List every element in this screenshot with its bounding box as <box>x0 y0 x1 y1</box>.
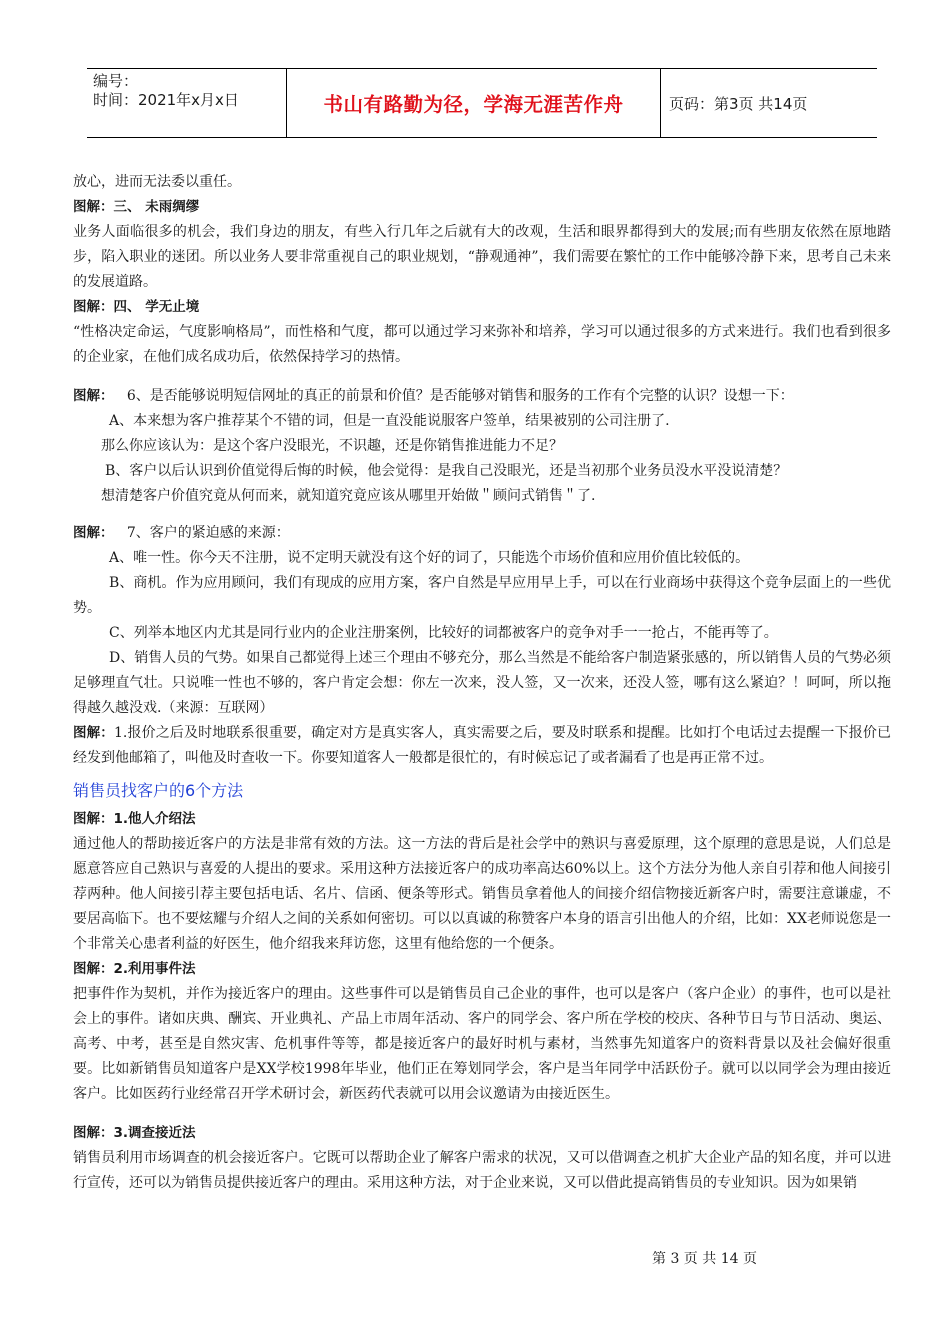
paragraph: 放心，进而无法委以重任。 <box>73 174 241 190</box>
heading-label: 图解：四、 学无止境 <box>73 299 200 315</box>
paragraph-text: 7、客户的紧迫感的来源： <box>113 525 290 541</box>
paragraph <box>73 521 891 546</box>
section-heading <box>73 195 891 220</box>
paragraph-text: 6、是否能够说明短信网址的真正的前景和价值？是否能够对销售和服务的工作有个完整的认识？设想一下： <box>113 388 794 404</box>
spacer <box>73 1107 891 1121</box>
paragraph: 想清楚客户价值究竟从何而来，就知道究竟应该从哪里开始做＂顾问式销售＂了. <box>101 488 596 504</box>
heading-label: 图解： <box>73 725 114 741</box>
paragraph: D、销售人员的气势。如果自己都觉得上述三个理由不够充分，那么当然是不能给客户制造紧张感的，所以销售人员的气势必须足够理直气壮。只说唯一性也不够的，客户肯定会想：你左一次来，没人签，又一次来，还没人签，哪有这么紧迫？！呵呵，所以拖得越久越没戏.（来源：互联网） <box>73 650 891 716</box>
doc-time-label: 时间：2021年x月x日 <box>93 91 239 109</box>
page-header <box>87 68 877 138</box>
paragraph <box>73 721 891 771</box>
section-heading <box>73 1121 891 1146</box>
heading-label: 图解：3.调查接近法 <box>73 1125 196 1141</box>
paragraph: A、唯一性。你今天不注册，说不定明天就没有这个好的词了，只能选个市场价值和应用价值比较低的。 <box>109 550 750 566</box>
section-title: 销售员找客户的6个方法 <box>73 781 244 800</box>
paragraph <box>73 384 891 409</box>
paragraph: 业务人面临很多的机会，我们身边的朋友，有些入行几年之后就有大的改观，生活和眼界都得到大的发展;而有些朋友依然在原地踏步，陷入职业的迷团。所以业务人要非常重视自己的职业规划，“静观通神”，我们需要在繁忙的工作中能够冷静下来，思考自己未来的发展道路。 <box>73 224 891 290</box>
heading-label: 图解：2.利用事件法 <box>73 961 196 977</box>
heading-label: 图解：三、 未雨绸缪 <box>73 199 200 215</box>
section-heading <box>73 295 891 320</box>
paragraph: 把事件作为契机，并作为接近客户的理由。这些事件可以是销售员自己企业的事件，也可以是客户（客户企业）的事件，也可以是社会上的事件。诸如庆典、酬宾、开业典礼、产品上市周年活动、客户的同学会、客户所在学校的校庆、各种节日与节日活动、奥运、高考、中考，甚至是自然灾害、危机事件等等，都是接近客户的最好时机与素材，当然事先知道客户的资料背景以及社会偏好很重要。比如新销售员知道客户是XX学校1998年毕业，他们正在筹划同学会，客户是当年同学中活跃份子。就可以以同学会为理由接近客户。比如医药行业经常召开学术研讨会，新医药代表就可以用会议邀请为由接近医生。 <box>73 986 891 1102</box>
heading-label: 图解： <box>73 525 114 541</box>
paragraph-text: 1.报价之后及时地联系很重要，确定对方是真实客人，真实需要之后，要及时联系和提醒。比如打个电话过去提醒一下报价已经发到他邮箱了，叫他及时查收一下。你要知道客人一般都是很忙的，有时候忘记了或者漏看了也是再正常不过。 <box>73 725 892 766</box>
paragraph: “性格决定命运，气度影响格局”，而性格和气度，都可以通过学习来弥补和培养，学习可以通过很多的方式来进行。我们也看到很多的企业家，在他们成名成功后，依然保持学习的热情。 <box>73 324 891 365</box>
paragraph: 通过他人的帮助接近客户的方法是非常有效的方法。这一方法的背后是社会学中的熟识与喜爱原理，这个原理的意思是说，人们总是愿意答应自己熟识与喜爱的人提出的要求。采用这种方法接近客户的成功率高达60%以上。这个方法分为他人亲自引荐和他人间接引荐两种。他人间接引荐主要包括电话、名片、信函、便条等形式。销售员拿着他人的间接介绍信物接近新客户时，需要注意谦虚，不要居高临下。也不要炫耀与介绍人之间的关系如何密切。可以以真诚的称赞客户本身的语言引出他人的介绍，比如：XX老师说您是一个非常关心患者利益的好医生，他介绍我来拜访您，这里有他给您的一个便条。 <box>73 836 891 952</box>
section-heading <box>73 957 891 982</box>
document-body <box>73 170 891 1196</box>
section-heading <box>73 807 891 832</box>
header-info-cell <box>87 69 285 137</box>
page-footer: 第 3 页 共 14 页 <box>652 1251 757 1267</box>
header-page-number: 页码：第3页 共14页 <box>669 94 808 113</box>
spacer <box>73 509 891 521</box>
heading-label: 图解： <box>73 388 114 404</box>
paragraph: C、列举本地区内尤其是同行业内的企业注册案例，比较好的词都被客户的竞争对手一一抢占，不能再等了。 <box>109 625 778 641</box>
paragraph: 销售员利用市场调查的机会接近客户。它既可以帮助企业了解客户需求的状况，又可以借调查之机扩大企业产品的知名度，并可以进行宣传，还可以为销售员提供接近客户的理由。采用这种方法，对于企业来说，又可以借此提高销售员的专业知识。因为如果销 <box>73 1150 891 1191</box>
heading-label: 图解：1.他人介绍法 <box>73 811 196 827</box>
paragraph: B、客户以后认识到价值觉得后悔的时候，他会觉得：是我自己没眼光，还是当初那个业务员没水平没说清楚？ <box>105 463 788 479</box>
paragraph: A、本来想为客户推荐某个不错的词，但是一直没能说服客户签单，结果被别的公司注册了. <box>109 413 670 429</box>
header-motto: 书山有路勤为径，学海无涯苦作舟 <box>286 69 661 137</box>
spacer <box>73 370 891 384</box>
paragraph: B、商机。作为应用顾问，我们有现成的应用方案，客户自然是早应用早上手，可以在行业商场中获得这个竞争层面上的一些优势。 <box>73 575 891 616</box>
doc-number-label: 编号： <box>93 72 139 90</box>
paragraph: 那么你应该认为：是这个客户没眼光，不识趣，还是你销售推进能力不足？ <box>101 438 563 454</box>
